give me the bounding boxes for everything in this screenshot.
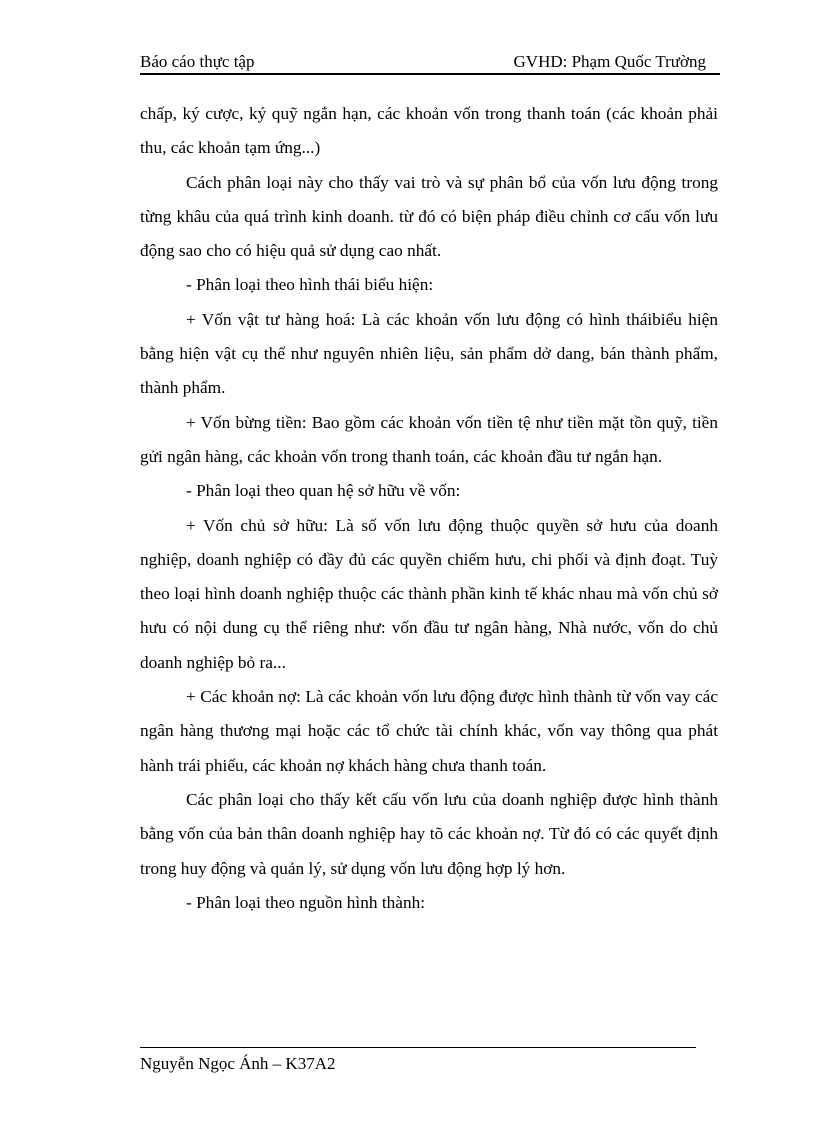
paragraph: + Các khoản nợ: Là các khoản vốn lưu động được hình thành từ vốn vay các ngân hàng thương mại hoặc các tổ chức tài chính khác, vốn vay thông qua phát hành trái phiếu, các khoản nợ khách hàng chưa thanh toán. <box>140 687 718 775</box>
footer-author: Nguyễn Ngọc Ánh – K37A2 <box>140 1054 336 1073</box>
paragraph: Cách phân loại này cho thấy vai trò và sự phân bổ của vốn lưu động trong từng khâu của quá trình kinh doanh. từ đó có biện pháp điều chỉnh cơ cấu vốn lưu động sao cho có hiệu quả sử dụng cao nhất. <box>140 172 718 261</box>
paragraph: Các phân loại cho thấy kết cấu vốn lưu của doanh nghiệp được hình thành bằng vốn của bản thân doanh nghiệp hay tõ các khoản nợ. Từ đó có các quyết định trong huy động và quản lý, sử dụng vốn lưu động hợp lý hơn. <box>140 789 718 878</box>
document-body <box>140 97 718 920</box>
section-heading-form: - Phân loại theo hình thái biểu hiện: <box>186 275 434 295</box>
paragraph-continuation: chấp, ký cược, ký quỹ ngắn hạn, các khoản vốn trong thanh toán (các khoản phải thu, các khoản tạm ứng...) <box>140 104 718 158</box>
footer-divider <box>140 1047 696 1048</box>
header-supervisor: GVHD: Phạm Quốc Trường <box>513 52 706 71</box>
section-heading-ownership: - Phân loại theo quan hệ sở hữu về vốn: <box>186 481 461 501</box>
paragraph: + Vốn chủ sở hữu: Là số vốn lưu động thuộc quyền sở hưu của doanh nghiệp, doanh nghiệp có đầy đủ các quyền chiếm hưu, chi phối và định đoạt. Tuỳ theo loại hình doanh nghiệp thuộc các thành phần kinh tế khác nhau mà vốn chủ sở hưu có nội dung cụ thể riêng như: vốn đầu tư ngân hàng, Nhà nước, vốn do chủ doanh nghiệp bỏ ra... <box>140 515 718 672</box>
page-header <box>140 51 720 75</box>
section-heading-source: - Phân loại theo nguồn hình thành: <box>186 892 426 912</box>
header-report-title: Báo cáo thực tập <box>140 52 255 71</box>
paragraph: + Vốn bừng tiền: Bao gồm các khoản vốn tiền tệ như tiền mặt tồn quỹ, tiền gửi ngân hàng, các khoản vốn trong thanh toán, các khoản đầu tư ngắn hạn. <box>140 412 718 466</box>
paragraph: + Vốn vật tư hàng hoá: Là các khoản vốn lưu động có hình tháibiểu hiện bằng hiện vật cụ thể như nguyên nhiên liệu, sản phẩm dở dang, bán thành phẩm, thành phẩm. <box>140 309 718 398</box>
